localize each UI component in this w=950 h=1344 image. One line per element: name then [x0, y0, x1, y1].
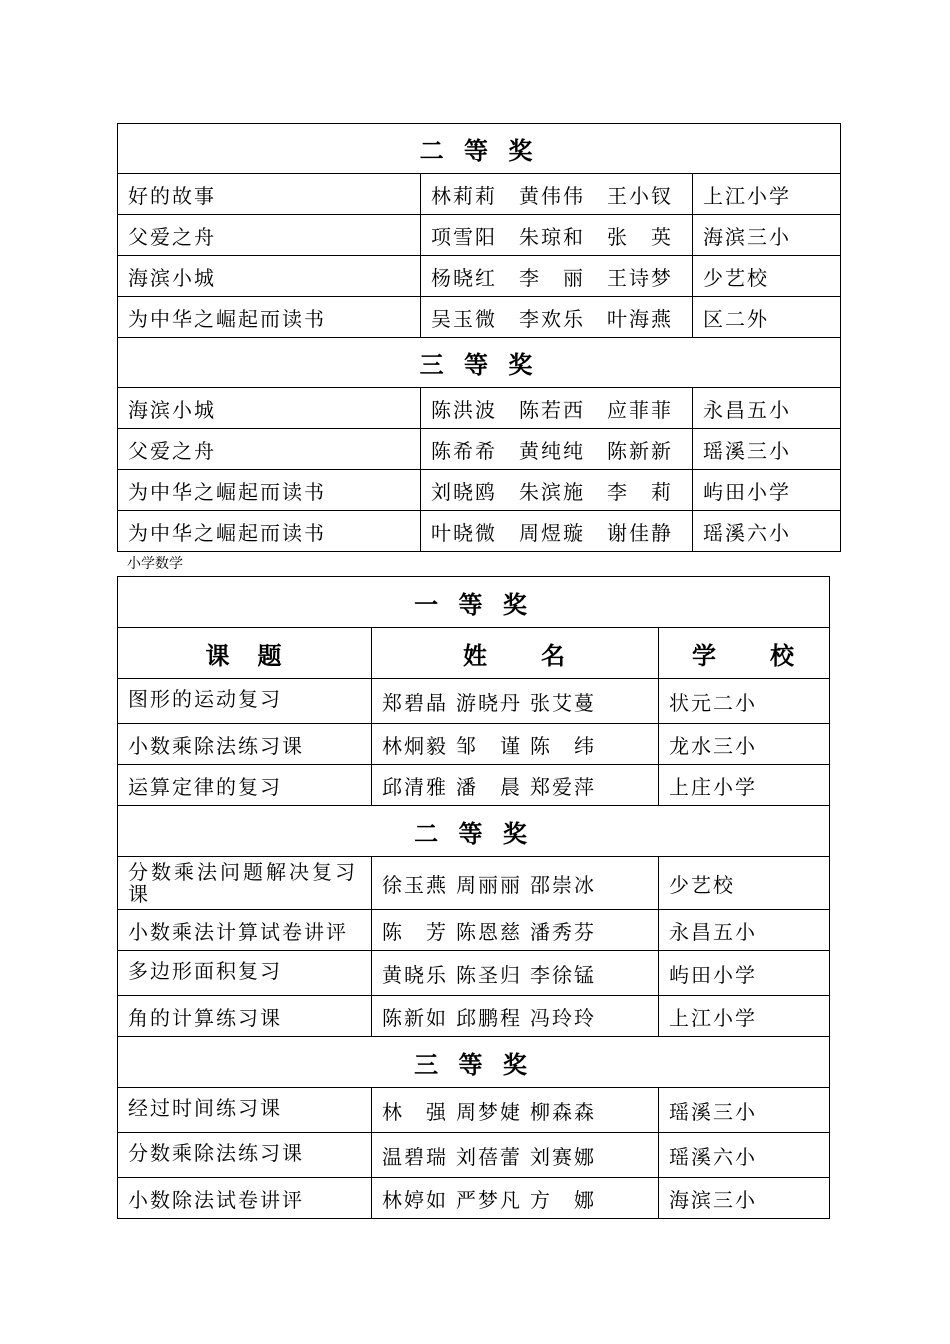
person-name: 郑碧晶	[382, 690, 448, 715]
person-name: 应菲菲	[607, 397, 673, 422]
topic-cell: 小数乘法计算试卷讲评	[118, 910, 372, 951]
school-cell: 龙水三小	[659, 724, 830, 765]
person-name: 邵崇冰	[530, 872, 596, 897]
names-cell	[372, 996, 659, 1037]
topic-cell: 好的故事	[118, 174, 421, 215]
school-cell: 少艺校	[659, 857, 830, 910]
person-name: 吴玉微	[431, 306, 497, 331]
person-name: 张艾蔓	[530, 690, 596, 715]
person-name: 陈 芳	[382, 919, 448, 944]
column-header-topic: 课 题	[118, 628, 372, 679]
person-name: 陈洪波	[431, 397, 497, 422]
topic-cell: 为中华之崛起而读书	[118, 297, 421, 338]
person-name: 陈圣归	[456, 962, 522, 987]
person-name: 李徐锰	[530, 962, 596, 987]
school-cell: 瑶溪三小	[659, 1088, 830, 1133]
names-cell	[421, 215, 693, 256]
table-row	[118, 429, 841, 470]
names-cell	[421, 511, 693, 552]
topic-cell: 分数乘除法练习课	[118, 1133, 372, 1178]
table-row	[118, 765, 830, 806]
school-cell: 少艺校	[693, 256, 841, 297]
person-name: 谢佳静	[607, 520, 673, 545]
person-name: 陈恩慈	[456, 919, 522, 944]
person-name: 王小钗	[607, 183, 673, 208]
person-name: 黄伟伟	[519, 183, 585, 208]
school-cell: 海滨三小	[693, 215, 841, 256]
topic-cell: 为中华之崛起而读书	[118, 470, 421, 511]
topic-cell: 角的计算练习课	[118, 996, 372, 1037]
names-cell	[372, 1133, 659, 1178]
names-cell	[421, 297, 693, 338]
table-row	[118, 679, 830, 724]
table-row	[118, 1133, 830, 1178]
person-name: 周丽丽	[456, 872, 522, 897]
person-name: 方 娜	[530, 1187, 596, 1212]
section-title: 二 等 奖	[118, 806, 830, 857]
topic-cell: 图形的运动复习	[118, 679, 372, 724]
person-name: 朱琼和	[519, 224, 585, 249]
school-cell: 海滨三小	[659, 1178, 830, 1219]
person-name: 徐玉燕	[382, 872, 448, 897]
person-name: 潘秀芬	[530, 919, 596, 944]
person-name: 王诗梦	[607, 265, 673, 290]
names-cell	[421, 388, 693, 429]
names-cell	[372, 1088, 659, 1133]
table-row	[118, 857, 830, 910]
school-cell: 上庄小学	[659, 765, 830, 806]
person-name: 邹 谨	[456, 733, 522, 758]
topic-cell: 多边形面积复习	[118, 951, 372, 996]
names-cell	[421, 174, 693, 215]
column-header-school: 学 校	[659, 628, 830, 679]
person-name: 陈希希	[431, 438, 497, 463]
awards-table-math	[117, 576, 830, 1219]
school-cell: 瑶溪六小	[659, 1133, 830, 1178]
school-cell: 屿田小学	[693, 470, 841, 511]
person-name: 林婷如	[382, 1187, 448, 1212]
topic-cell: 海滨小城	[118, 256, 421, 297]
person-name: 项雪阳	[431, 224, 497, 249]
person-name: 叶晓微	[431, 520, 497, 545]
person-name: 陈 纬	[530, 733, 596, 758]
person-name: 周煜璇	[519, 520, 585, 545]
person-name: 黄纯纯	[519, 438, 585, 463]
names-cell	[372, 857, 659, 910]
table-row	[118, 388, 841, 429]
person-name: 刘蓓蕾	[456, 1144, 522, 1169]
person-name: 邱鹏程	[456, 1005, 522, 1030]
topic-cell: 经过时间练习课	[118, 1088, 372, 1133]
person-name: 林炯毅	[382, 733, 448, 758]
person-name: 陈新新	[607, 438, 673, 463]
table-row	[118, 297, 841, 338]
awards-table-chinese	[117, 123, 841, 552]
section-title: 三 等 奖	[118, 338, 841, 388]
table-row	[118, 215, 841, 256]
topic-cell: 小数除法试卷讲评	[118, 1178, 372, 1219]
person-name: 林 强	[382, 1099, 448, 1124]
school-cell: 状元二小	[659, 679, 830, 724]
person-name: 陈新如	[382, 1005, 448, 1030]
person-name: 李欢乐	[519, 306, 585, 331]
table-row	[118, 511, 841, 552]
school-cell: 永昌五小	[659, 910, 830, 951]
names-cell	[372, 765, 659, 806]
school-cell: 上江小学	[659, 996, 830, 1037]
topic-cell: 为中华之崛起而读书	[118, 511, 421, 552]
topic-cell: 父爱之舟	[118, 429, 421, 470]
table-row	[118, 1088, 830, 1133]
person-name: 严梦凡	[456, 1187, 522, 1212]
person-name: 刘赛娜	[530, 1144, 596, 1169]
person-name: 朱滨施	[519, 479, 585, 504]
table-row	[118, 256, 841, 297]
topic-cell: 父爱之舟	[118, 215, 421, 256]
table-row	[118, 174, 841, 215]
names-cell	[421, 429, 693, 470]
table-row	[118, 996, 830, 1037]
person-name: 周梦婕	[456, 1099, 522, 1124]
names-cell	[372, 951, 659, 996]
person-name: 刘晓鸥	[431, 479, 497, 504]
names-cell	[372, 724, 659, 765]
person-name: 张 英	[607, 224, 673, 249]
person-name: 冯玲玲	[530, 1005, 596, 1030]
person-name: 陈若西	[519, 397, 585, 422]
person-name: 郑爱萍	[530, 774, 596, 799]
names-cell	[372, 679, 659, 724]
person-name: 林莉莉	[431, 183, 497, 208]
section-title: 二 等 奖	[118, 124, 841, 174]
column-header-names: 姓 名	[372, 628, 659, 679]
person-name: 李 莉	[607, 479, 673, 504]
topic-cell: 分数乘法问题解决复习课	[118, 857, 372, 910]
section-title: 三 等 奖	[118, 1037, 830, 1088]
school-cell: 永昌五小	[693, 388, 841, 429]
topic-cell: 运算定律的复习	[118, 765, 372, 806]
names-cell	[421, 470, 693, 511]
topic-cell: 海滨小城	[118, 388, 421, 429]
person-name: 潘 晨	[456, 774, 522, 799]
school-cell: 屿田小学	[659, 951, 830, 996]
section-title: 一 等 奖	[118, 577, 830, 628]
table-row	[118, 1178, 830, 1219]
person-name: 邱清雅	[382, 774, 448, 799]
person-name: 温碧瑞	[382, 1144, 448, 1169]
person-name: 杨晓红	[431, 265, 497, 290]
table-row	[118, 951, 830, 996]
table-row	[118, 470, 841, 511]
school-cell: 上江小学	[693, 174, 841, 215]
person-name: 柳森森	[530, 1099, 596, 1124]
person-name: 黄晓乐	[382, 962, 448, 987]
subject-label: 小学数学	[127, 556, 183, 572]
school-cell: 瑶溪六小	[693, 511, 841, 552]
names-cell	[372, 910, 659, 951]
school-cell: 瑶溪三小	[693, 429, 841, 470]
column-header-row	[118, 628, 830, 679]
table-row	[118, 724, 830, 765]
table-row	[118, 910, 830, 951]
person-name: 李 丽	[519, 265, 585, 290]
school-cell: 区二外	[693, 297, 841, 338]
names-cell	[372, 1178, 659, 1219]
person-name: 叶海燕	[607, 306, 673, 331]
names-cell	[421, 256, 693, 297]
person-name: 游晓丹	[456, 690, 522, 715]
topic-cell: 小数乘除法练习课	[118, 724, 372, 765]
